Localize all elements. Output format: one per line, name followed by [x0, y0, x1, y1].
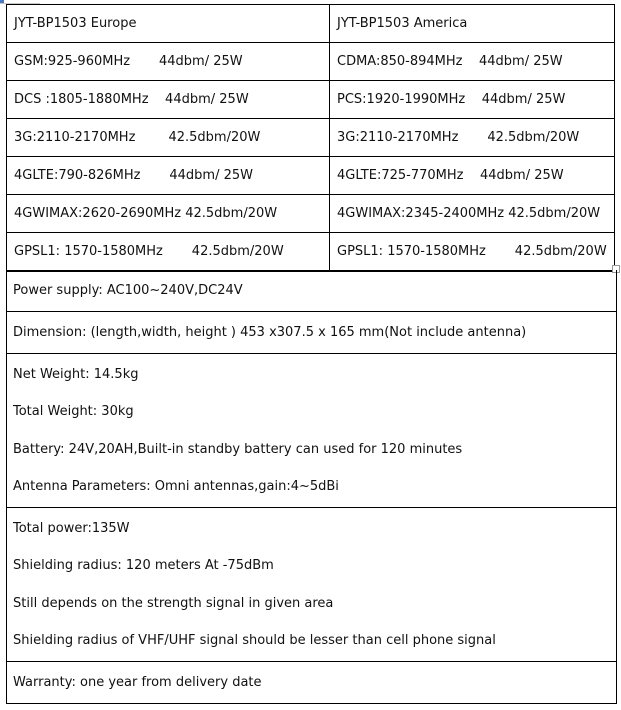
europe-cell: 4GWIMAX:2620-2690MHz 42.5dbm/20W [7, 195, 330, 233]
table-row [7, 662, 617, 704]
europe-cell: GSM:925-960MHz 44dbm/ 25W [7, 43, 330, 81]
table-row [7, 81, 615, 119]
europe-cell: 3G:2110-2170MHz 42.5dbm/20W [7, 119, 330, 157]
battery: Battery: 24V,20AH,Built-in standby battery can used for 120 minutes [13, 441, 463, 457]
table-row [7, 43, 615, 81]
table-row [7, 270, 617, 312]
signal-note: Still depends on the strength signal in given area [13, 595, 334, 611]
header-america: JYT-BP1503 America [330, 5, 615, 43]
america-cell: 4GWIMAX:2345-2400MHz 42.5dbm/20W [330, 195, 615, 233]
warranty-cell: Warranty: one year from delivery date [7, 662, 617, 704]
america-cell: PCS:1920-1990MHz 44dbm/ 25W [330, 81, 615, 119]
table-row [7, 354, 617, 508]
physical-specs-cell [7, 354, 617, 508]
header-europe: JYT-BP1503 Europe [7, 5, 330, 43]
america-cell: 3G:2110-2170MHz 42.5dbm/20W [330, 119, 615, 157]
table-header-row [7, 5, 615, 43]
total-power: Total power:135W [13, 520, 130, 536]
america-cell: 4GLTE:725-770MHz 44dbm/ 25W [330, 157, 615, 195]
america-cell: CDMA:850-894MHz 44dbm/ 25W [330, 43, 615, 81]
performance-specs-cell [7, 508, 617, 662]
frequency-table [6, 4, 615, 272]
europe-cell: 4GLTE:790-826MHz 44dbm/ 25W [7, 157, 330, 195]
table-row [7, 312, 617, 354]
net-weight: Net Weight: 14.5kg [13, 366, 139, 382]
power-supply-cell: Power supply: AC100~240V,DC24V [7, 270, 617, 312]
europe-cell: GPSL1: 1570-1580MHz 42.5dbm/20W [7, 233, 330, 272]
vhf-uhf-note: Shielding radius of VHF/UHF signal should be lesser than cell phone signal [13, 633, 496, 648]
europe-cell: DCS :1805-1880MHz 44dbm/ 25W [7, 81, 330, 119]
spec-table [6, 270, 617, 704]
table-row [7, 157, 615, 195]
total-weight: Total Weight: 30kg [13, 404, 134, 419]
america-cell: GPSL1: 1570-1580MHz 42.5dbm/20W [330, 233, 615, 272]
table-row [7, 119, 615, 157]
dimension-cell: Dimension: (length,width, height ) 453 x307.5 x 165 mm(Not include antenna) [7, 312, 617, 354]
table-row [7, 508, 617, 662]
table-row [7, 195, 615, 233]
shielding-radius: Shielding radius: 120 meters At -75dBm [13, 558, 274, 573]
table-row [7, 233, 615, 272]
anchor-icon [0, 0, 4, 3]
antenna-parameters: Antenna Parameters: Omni antennas,gain:4~5dBi [13, 479, 339, 494]
